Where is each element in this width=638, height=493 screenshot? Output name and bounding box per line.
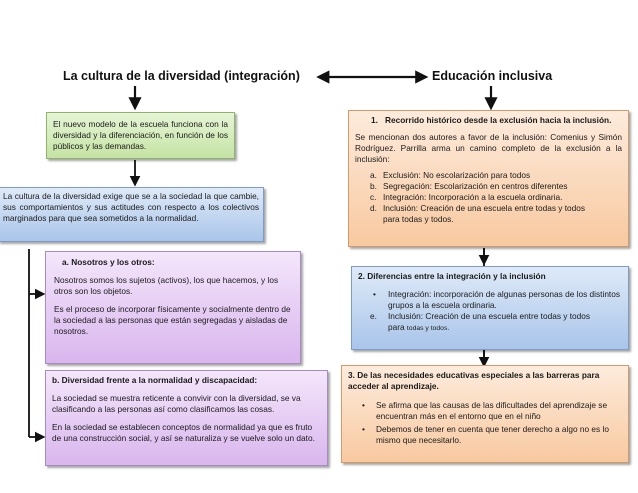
left-box-nosotros bbox=[45, 251, 301, 364]
list-marker: d. bbox=[370, 203, 377, 213]
list-item-text: Debemos de tener en cuenta que tener derecho a algo no es lo mismo que necesitarlo. bbox=[376, 424, 609, 445]
left-box-new-model-text: El nuevo modelo de la escuela funciona con la diversidad y la diferenciación, en función de los públicos y las demandas. bbox=[53, 119, 228, 151]
left-box-culture-diversity-text: La cultura de la diversidad exige que se a la sociedad la que cambie, sus comportamientos y sus actitudes con respecto a los colectivos marginados para que sea sometidos a la normalidad. bbox=[3, 191, 259, 223]
right-box-differences bbox=[351, 266, 629, 350]
list-item-text: Se afirma que las causas de las dificultades del aprendizaje se encuentran más en el entorno que en el niño bbox=[376, 400, 608, 421]
list-item-text: Exclusión: No escolarización para todos bbox=[383, 170, 531, 180]
list-item-text: Segregación: Escolarización en centros diferentes bbox=[383, 181, 568, 191]
list-item bbox=[370, 192, 622, 203]
left-box-normality-title: b. Diversidad frente a la normalidad y discapacidad: bbox=[52, 375, 258, 385]
right-box-history-list bbox=[355, 170, 622, 225]
list-item bbox=[370, 170, 622, 181]
right-box-differences-title: 2. Diferencias entre la integración y la inclusión bbox=[358, 271, 546, 281]
left-box-normality-p2: En la sociedad se establecen conceptos de normalidad ya que es fruto de una construcción social, y así se naturaliza y se vuelve solo un dato. bbox=[52, 422, 315, 443]
right-box-differences-item2-small: todas y todos. bbox=[406, 325, 450, 332]
right-box-history-title: Recorrido histórico desde la exclusión hacia la inclusión. bbox=[385, 115, 612, 125]
list-item-text: Integración: Incorporación a la escuela ordinaria. bbox=[383, 192, 563, 202]
bullet-icon: • bbox=[362, 400, 365, 410]
right-box-barriers-list bbox=[348, 400, 622, 446]
list-item bbox=[370, 181, 622, 192]
right-box-history-heading bbox=[355, 115, 622, 126]
list-item bbox=[362, 424, 622, 446]
left-box-normality bbox=[45, 370, 328, 466]
left-box-normality-p1: La sociedad se muestra reticente a convivir con la diversidad, se va clasificando a las personas así como clasificamos las cosas. bbox=[52, 393, 301, 414]
bullet-icon: • bbox=[373, 289, 376, 299]
right-box-history bbox=[348, 110, 629, 247]
left-box-new-model bbox=[46, 112, 235, 159]
left-box-nosotros-title: a. Nosotros y los otros: bbox=[62, 257, 155, 267]
list-marker: b. bbox=[370, 181, 377, 191]
bullet-icon: • bbox=[362, 424, 365, 434]
list-item bbox=[358, 289, 622, 311]
list-item bbox=[370, 203, 622, 225]
left-box-nosotros-p1: Nosotros somos los sujetos (activos), los que hacemos, y los otros son los objetos. bbox=[54, 275, 279, 296]
right-box-history-num: 1. bbox=[371, 115, 378, 125]
right-box-differences-item2: Inclusión: Creación de una escuela entre todas y todos para bbox=[388, 311, 591, 332]
list-marker: a. bbox=[370, 170, 377, 180]
list-item bbox=[362, 400, 622, 422]
right-box-barriers bbox=[341, 365, 629, 463]
right-heading: Educación inclusiva bbox=[432, 69, 553, 83]
right-box-differences-item1: Integración: incorporación de algunas personas de los distintos grupos a la escuela ordinaria. bbox=[388, 289, 620, 310]
list-marker: e. bbox=[370, 311, 377, 321]
right-box-history-intro: Se mencionan dos autores a favor de la inclusión: Comenius y Simón Rodríguez. Parrilla arma un camino completo de la exclusión a la inclusión: bbox=[355, 132, 622, 164]
list-item-text: Inclusión: Creación de una escuela entre todas y todos para todas y todos. bbox=[383, 203, 586, 224]
left-heading: La cultura de la diversidad (integración) bbox=[63, 69, 300, 83]
right-box-barriers-title: 3. De las necesidades educativas especiales a las barreras para acceder al aprendizaje. bbox=[348, 370, 600, 391]
left-box-culture-diversity bbox=[0, 187, 264, 242]
list-item bbox=[358, 311, 622, 334]
list-marker: c. bbox=[370, 192, 377, 202]
left-box-nosotros-p2: Es el proceso de incorporar físicamente y socialmente dentro de la sociedad a las personas que están segregadas y aisladas de nosotros. bbox=[54, 304, 291, 336]
